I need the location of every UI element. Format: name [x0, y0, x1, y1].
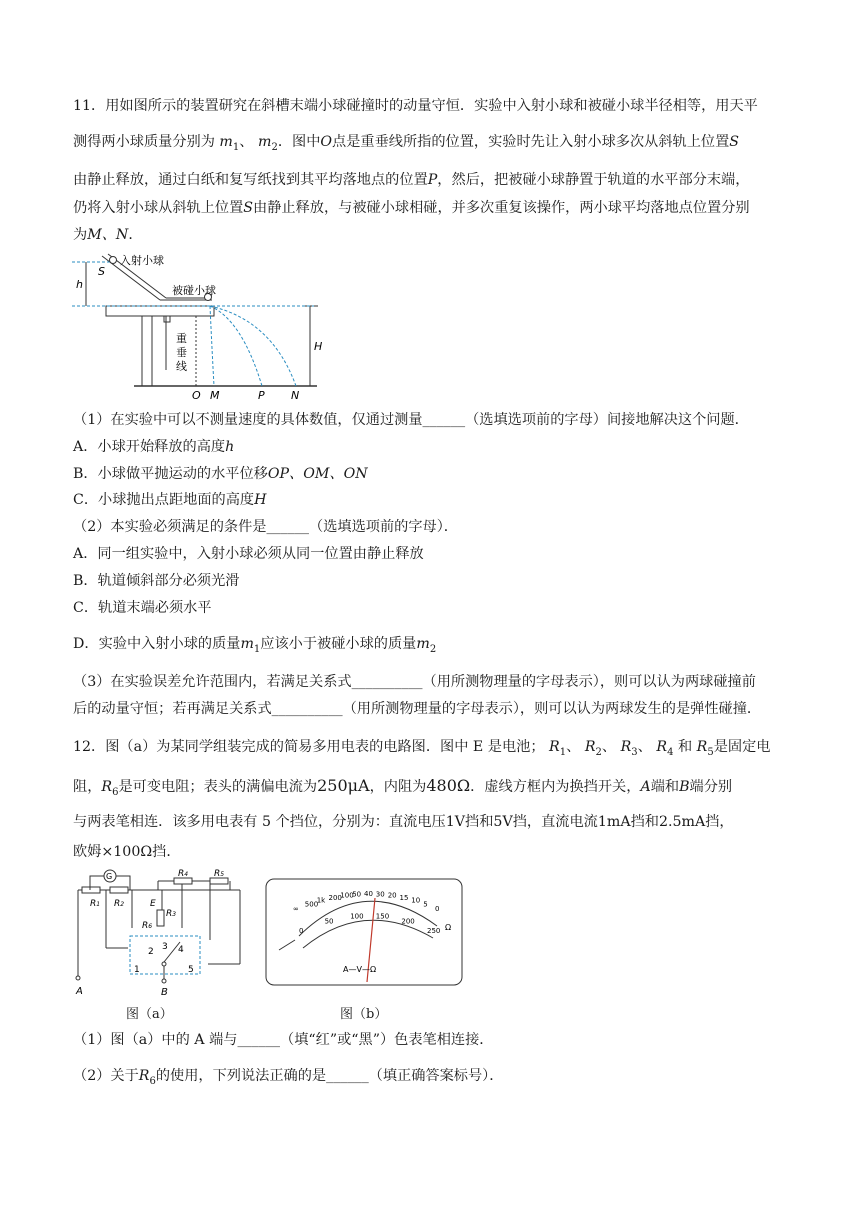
q12-sub-2: （2）关于$R_6$的使用，下列说法正确的是______（填正确答案标号）． [73, 1068, 504, 1087]
ohm-label-1: 500 [304, 900, 319, 909]
switch-pos-3: 3 [162, 942, 168, 952]
ohm-label-7: 30 [375, 890, 385, 899]
ohm-label-11: 5 [423, 900, 428, 909]
terminal-B-label: B [161, 987, 168, 998]
ohm-label-6: 40 [364, 890, 373, 898]
label-E: E [150, 899, 156, 909]
switch-pos-5: 5 [188, 965, 194, 975]
q12-line-2: 阻，$R_6$是可变电阻；表头的满偏电流为250μA，内阻为480Ω．虚线方框内为换挡开关，A端和B端分别 [73, 776, 733, 798]
lin-label-4: 200 [401, 917, 415, 926]
label-R4: R4 [178, 869, 189, 879]
ohm-label-10: 10 [411, 896, 421, 905]
plumb-char-2: 垂 [176, 346, 187, 359]
q12-line-3: 与两表笔相连．该多用电表有 5 个挡位，分别为：直流电压1V挡和5V挡，直流电流1mA挡和2.5mA挡， [73, 814, 734, 830]
label-H: H [314, 340, 323, 353]
ohm-label-4: 100 [340, 891, 354, 900]
label-R6: R6 [142, 921, 153, 931]
ohm-label-5: 50 [352, 890, 362, 899]
q12-sub-1: （1）图（a）中的 A 端与______（填“红”或“黑”）色表笔相连接． [73, 1032, 494, 1048]
ohm-label-3: 200 [328, 893, 342, 902]
switch-pos-4: 4 [178, 945, 184, 955]
ohm-label-12: 0 [435, 905, 440, 913]
lin-label-3: 150 [375, 912, 390, 921]
incident-ball-label: 入射小球 [120, 254, 164, 267]
collision-apparatus-figure [72, 250, 332, 402]
q11-sub-1-b: B．小球做平抛运动的水平位移OP、OM、ON [73, 466, 368, 482]
switch-pos-1: 1 [134, 965, 140, 975]
q11-sub-2: （2）本实验必须满足的条件是______（选填选项前的字母）． [73, 519, 458, 535]
ohm-label-0: ∞ [293, 905, 299, 913]
label-R1: R1 [90, 899, 101, 909]
figure-b-caption: 图（b） [340, 1007, 388, 1022]
q11-line-3: 由静止释放，通过白纸和复写纸找到其平均落地点的位置P，然后，把被碰小球静置于轨道的水平部分末端， [73, 172, 750, 188]
q12-line-1: 12．图（a）为某同学组装完成的简易多用电表的电路图．图中 E 是电池； $R_1$、 $R_2$、 $R_3$、 $R_4$ 和 $R_5$是固定电 [73, 739, 771, 758]
q11-sub-2-a: A．同一组实验中，入射小球必须从同一位置由静止释放 [73, 546, 424, 562]
q11-sub-1-a: A．小球开始释放的高度h [73, 439, 235, 455]
ohm-label-9: 15 [399, 893, 409, 902]
switch-pos-2: 2 [148, 947, 154, 957]
q11-line-5: 为M、N． [73, 227, 143, 243]
plumb-char-3: 线 [176, 360, 187, 373]
lin-label-5: 250 [427, 927, 441, 935]
label-N: N [291, 389, 300, 402]
plumb-char-1: 重 [176, 332, 187, 345]
lin-label-2: 100 [350, 912, 364, 921]
q11-sub-1-c: C．小球抛出点距地面的高度H [73, 492, 267, 508]
q11-sub-3-line-2: 后的动量守恒；若再满足关系式__________（用所测物理量的字母表示），则可以认为两球发生的是弹性碰撞． [73, 701, 762, 717]
q11-sub-1: （1）在实验中可以不测量速度的具体数值，仅通过测量______（选填选项前的字母）间接地解决这个问题． [73, 412, 749, 428]
label-P: P [258, 389, 265, 402]
q11-sub-3-line-1: （3）在实验误差允许范围内，若满足关系式__________（用所测物理量的字母表示），则可以认为两球碰撞前 [73, 674, 756, 690]
label-S: S [98, 265, 105, 278]
q11-line-1: 11．用如图所示的装置研究在斜槽末端小球碰撞时的动量守恒．实验中入射小球和被碰小球半径相等，用天平 [73, 98, 758, 114]
label-R5: R5 [214, 869, 225, 879]
lin-label-0: 0 [299, 927, 304, 935]
ohm-unit-label: Ω [445, 923, 452, 932]
target-ball-label: 被碰小球 [172, 284, 216, 297]
label-h: h [76, 278, 83, 291]
q11-line-2: 测得两小球质量分别为 $m_1$、 $m_2$．图中O点是重垂线所指的位置，实验时先让入射小球多次从斜轨上位置S [73, 134, 740, 153]
meter-dial-figure [265, 878, 463, 986]
meter-mode-label: A—V—Ω [343, 965, 377, 974]
galvanometer-label: G [106, 872, 113, 881]
ohm-label-2: 1k [316, 896, 326, 905]
terminal-A-label: A [76, 986, 83, 997]
q11-sub-2-d: D．实验中入射小球的质量$m_1$应该小于被碰小球的质量$m_2$ [73, 636, 437, 655]
q11-line-4: 仍将入射小球从斜轨上位置S由静止释放，与被碰小球相碰，并多次重复该操作，两小球平均落地点位置分别 [73, 200, 750, 216]
multimeter-circuit-figure [70, 868, 250, 998]
q12-line-4: 欧姆×100Ω挡． [73, 844, 181, 860]
label-M: M [210, 389, 220, 402]
label-R2: R2 [114, 899, 125, 909]
lin-label-1: 50 [324, 917, 334, 926]
q11-sub-2-b: B．轨道倾斜部分必须光滑 [73, 573, 240, 589]
figure-a-caption: 图（a） [126, 1007, 173, 1022]
label-O: O [192, 389, 201, 402]
label-R3: R3 [166, 909, 177, 919]
q11-sub-2-c: C．轨道末端必须水平 [73, 600, 212, 616]
ohm-label-8: 20 [387, 891, 397, 900]
